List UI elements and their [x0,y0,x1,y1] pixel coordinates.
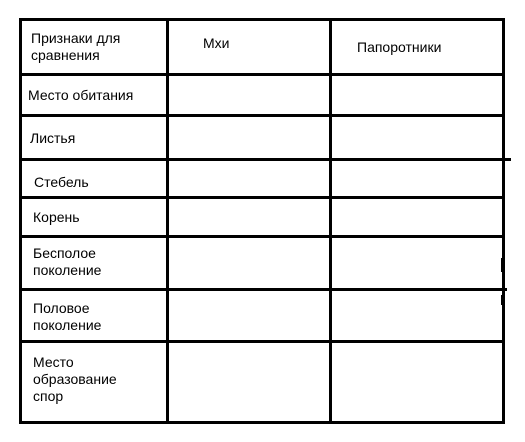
table-border-bottom [19,421,504,424]
row-divider [19,114,504,117]
row-label-root: Корень [33,209,80,225]
header-ferns: Папоротники [357,39,442,55]
row-label-asexual-generation: Бесполое поколение [33,245,102,278]
row-label-habitat: Место обитания [28,87,134,103]
row-label-leaves: Листья [30,130,76,146]
row-divider [19,288,507,291]
row-divider [19,235,504,238]
header-mosses: Мхи [203,35,230,51]
table-border-right [502,18,505,424]
row-label-sexual-generation: Половое поколение [33,300,102,333]
stray-mark [501,258,505,272]
table-border-left [19,18,22,424]
row-divider [19,340,504,343]
row-divider [19,73,504,76]
row-label-stem: Стебель [34,174,89,190]
table-border-top [19,18,504,21]
row-label-spore-formation: Место образование спор [33,354,117,404]
row-divider [19,196,504,199]
header-criteria: Признаки для сравнения [31,30,121,63]
stray-mark [501,295,505,305]
column-divider [329,18,332,424]
column-divider [166,18,169,424]
row-divider [19,158,511,161]
